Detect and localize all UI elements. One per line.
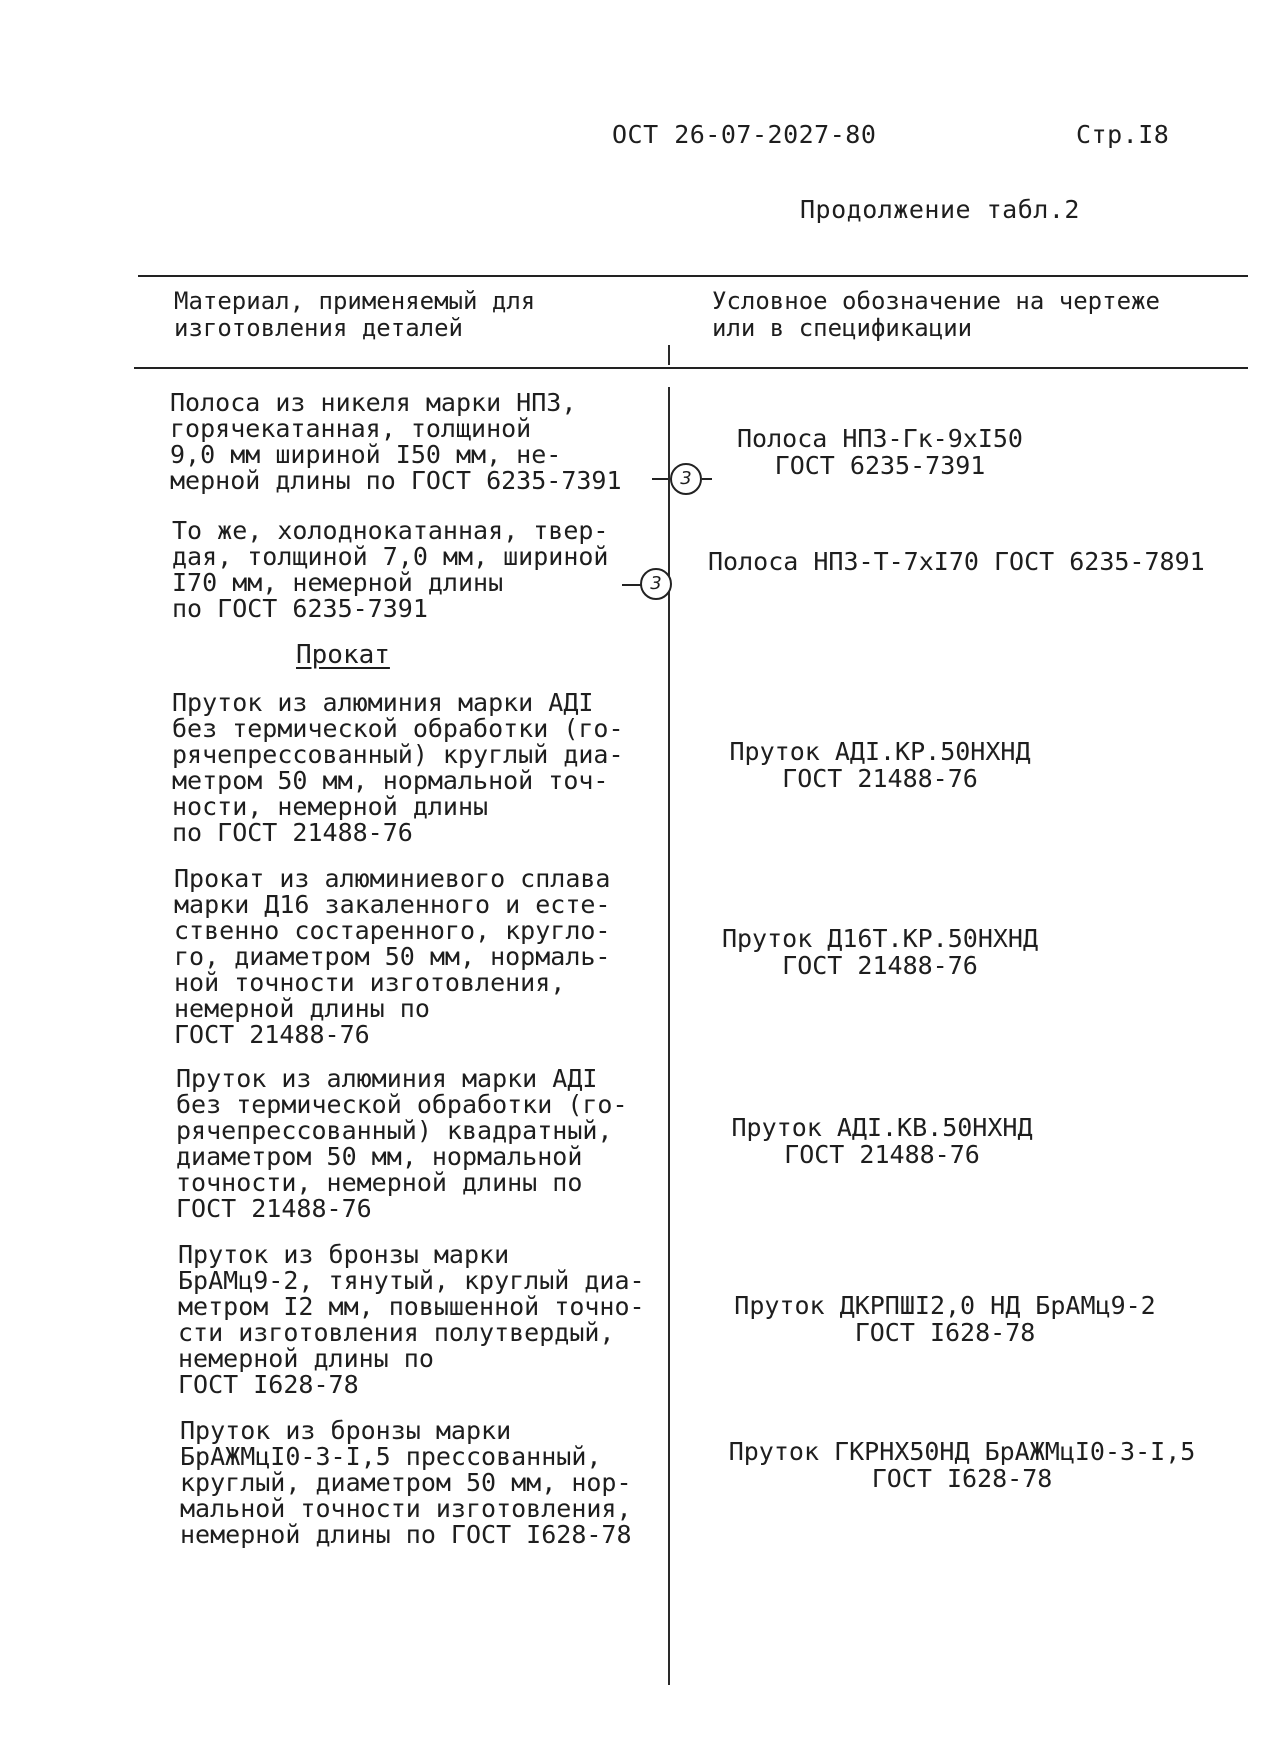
row-2-material: То же, холоднокатанная, твер- дая, толщиной 7,0 мм, шириной I70 мм, немерной длины по ГОСТ 6235-7391	[172, 516, 609, 623]
document-code: ОСТ 26-07-2027-80	[612, 120, 877, 149]
row-3-material: Пруток из алюминия марки АДI без термической обработки (го- рячепрессованный) круглый диа- метром 50 мм, нормальной точ- ности, немерной длины по ГОСТ 21488-76	[172, 688, 624, 847]
column-header-designation: Условное обозначение на чертеже или в спецификации	[712, 287, 1160, 342]
change-mark-tick	[702, 478, 712, 480]
table-header-rule	[134, 367, 1248, 369]
row-1-material: Полоса из никеля марки НП3, горячекатанная, толщиной 9,0 мм шириной I50 мм, не- мерной длины по ГОСТ 6235-7391	[170, 388, 622, 495]
row-2-change-mark: 3	[640, 568, 672, 600]
row-7-designation: Пруток ГКРНХ50НД БрАЖМцI0-3-I,5 ГОСТ I628-78	[728, 1437, 1196, 1493]
row-1-designation: Полоса НП3-Гк-9хI50 ГОСТ 6235-7391	[737, 424, 1023, 480]
table-top-rule	[138, 275, 1248, 277]
row-5-material: Пруток из алюминия марки АДI без термической обработки (го- рячепрессованный) квадратный, диаметром 50 мм, нормальной точности, немерной длины по ГОСТ 21488-76	[176, 1064, 628, 1223]
row-7-material: Пруток из бронзы марки БрАЖМцI0-3-I,5 прессованный, круглый, диаметром 50 мм, нор- мальной точности изготовления, немерной длины по ГОСТ I628-78	[180, 1416, 632, 1549]
column-divider-header	[668, 345, 670, 365]
row-6-designation: Пруток ДКРПШI2,0 НД БрАМц9-2 ГОСТ I628-78	[734, 1291, 1156, 1347]
change-mark-tick	[652, 478, 668, 480]
table-continuation-label: Продолжение табл.2	[800, 195, 1080, 224]
row-5-designation: Пруток АДI.КВ.50НХНД ГОСТ 21488-76	[731, 1113, 1033, 1169]
column-header-material: Материал, применяемый для изготовления деталей	[174, 287, 536, 342]
row-6-material: Пруток из бронзы марки БрАМц9-2, тянутый, круглый диа- метром I2 мм, повышенной точно- сти изготовления полутвердый, немерной длины по ГОСТ I628-78	[178, 1240, 645, 1399]
row-4-designation: Пруток Д16Т.КР.50НХНД ГОСТ 21488-76	[721, 924, 1039, 980]
row-2-designation: Полоса НП3-Т-7хI70 ГОСТ 6235-7891	[708, 547, 1205, 576]
section-heading-prokat: Прокат	[296, 640, 390, 670]
row-4-material: Прокат из алюминиевого сплава марки Д16 закаленного и есте- ственно состаренного, кругло- го, диаметром 50 мм, нормаль- ной точности изготовления, немерной длины по ГОСТ 21488-76	[174, 864, 611, 1049]
page-number: Стр.I8	[1076, 120, 1170, 149]
row-1-change-mark: 3	[670, 463, 702, 495]
row-3-designation: Пруток АДI.КР.50НХНД ГОСТ 21488-76	[729, 737, 1031, 793]
